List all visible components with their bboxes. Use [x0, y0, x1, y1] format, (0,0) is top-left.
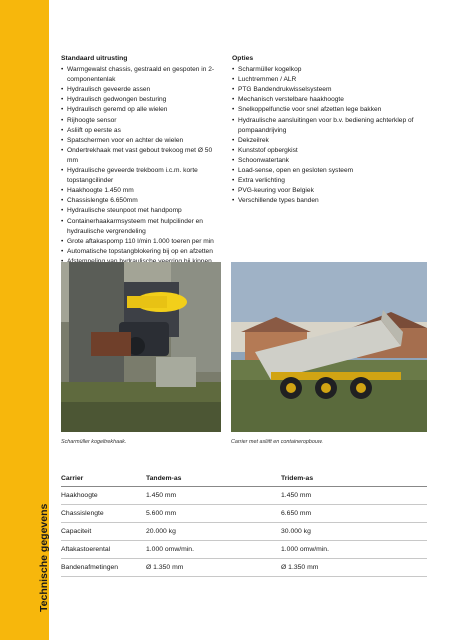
list-item: • PTG Bandendrukwisselsysteem: [232, 85, 427, 95]
table-cell: Aftakastoerental: [61, 541, 146, 559]
table-row: [61, 505, 427, 523]
list-item: • Load-sense, open en gesloten systeem: [232, 166, 427, 176]
list-item: • Extra verlichting: [232, 176, 427, 186]
list-item: • Warmgewalst chassis, gestraald en gespoten in 2-componentenlak: [61, 65, 221, 85]
options-section: [232, 54, 427, 206]
table-cell: Chassislengte: [61, 505, 146, 523]
carrier-illustration: [231, 262, 427, 432]
options-list: [232, 65, 427, 206]
list-item: • Schoonwatertank: [232, 156, 427, 166]
table-row: [61, 559, 427, 577]
table-cell: 20.000 kg: [146, 523, 281, 541]
table-cell: Ø 1.350 mm: [146, 559, 281, 577]
list-item: • Hydraulische steunpoot met handpomp: [61, 206, 221, 216]
options-heading: Opties: [232, 55, 254, 62]
list-item: • Hydraulische aansluitingen voor b.v. bediening achterklep of pompaandrijving: [232, 116, 427, 136]
table-cell: 1.000 omw/min.: [146, 541, 281, 559]
list-item: • Automatische topstangblokering bij op en afzetten: [61, 247, 221, 257]
list-item: • Verschillende types banden: [232, 196, 427, 206]
list-item: • Hydraulisch gedwongen besturing: [61, 95, 221, 105]
table-header: Carrier: [61, 470, 146, 487]
list-item: • Hydraulisch geveerde assen: [61, 85, 221, 95]
hitch-caption: Scharmüller kogeltrekhaak.: [61, 439, 127, 445]
list-item: • Hydraulisch geremd op alle wielen: [61, 105, 221, 115]
table-cell: Bandenafmetingen: [61, 559, 146, 577]
specs-table: [61, 470, 427, 577]
hitch-illustration: [61, 262, 221, 432]
list-item: • Asliift op eerste as: [61, 126, 221, 136]
table-header-row: [61, 470, 427, 487]
list-item: • Grote aftakaspomp 110 l/min 1.000 toeren per min: [61, 237, 221, 247]
table-cell: 1.450 mm: [146, 487, 281, 505]
list-item: • Spatschermen voor en achter de wielen: [61, 136, 221, 146]
list-item: • Chassislengte 6.650mm: [61, 196, 221, 206]
table-row: [61, 523, 427, 541]
table-cell: 1.000 omw/min.: [281, 541, 427, 559]
hitch-photo: [61, 262, 221, 432]
table-header: Tridem-as: [281, 470, 427, 487]
carrier-caption: Carrier met asliift en containeropbouw.: [231, 439, 323, 445]
table-cell: 6.650 mm: [281, 505, 427, 523]
table-cell: 5.600 mm: [146, 505, 281, 523]
list-item: • Dekzeilrek: [232, 136, 427, 146]
list-item: • PVG-keuring voor Belgiek: [232, 186, 427, 196]
list-item: • Ondertrekhaak met vast gebout trekoog met Ø 50 mm: [61, 146, 221, 166]
standard-equipment-heading: Standaard uitrusting: [61, 55, 128, 62]
table-cell: Ø 1.350 mm: [281, 559, 427, 577]
table-cell: Haakhoogte: [61, 487, 146, 505]
table-header: Tandem-as: [146, 470, 281, 487]
list-item: • Hydraulische geveerde trekboom i.c.m. korte topstangcilinder: [61, 166, 221, 186]
table-row: [61, 541, 427, 559]
list-item: • Rijhoogte sensor: [61, 116, 221, 126]
sidebar-title: Technische gegevens: [38, 503, 50, 612]
list-item: • Haakhoogte 1.450 mm: [61, 186, 221, 196]
list-item: • Scharmüller kogelkop: [232, 65, 427, 75]
table-row: [61, 487, 427, 505]
sidebar: [0, 0, 49, 640]
list-item: • Kunststof opbergkist: [232, 146, 427, 156]
table-cell: 1.450 mm: [281, 487, 427, 505]
table-cell: Capaciteit: [61, 523, 146, 541]
list-item: • Luchtremmen / ALR: [232, 75, 427, 85]
carrier-photo: [231, 262, 427, 432]
table-cell: 30.000 kg: [281, 523, 427, 541]
list-item: • Snelkoppelfunctie voor snel afzetten lege bakken: [232, 105, 427, 115]
list-item: • Mechanisch verstelbare haakhoogte: [232, 95, 427, 105]
list-item: • Containerhaakarmsysteem met hulpcilinder en hydraulische vergrendeling: [61, 217, 221, 237]
